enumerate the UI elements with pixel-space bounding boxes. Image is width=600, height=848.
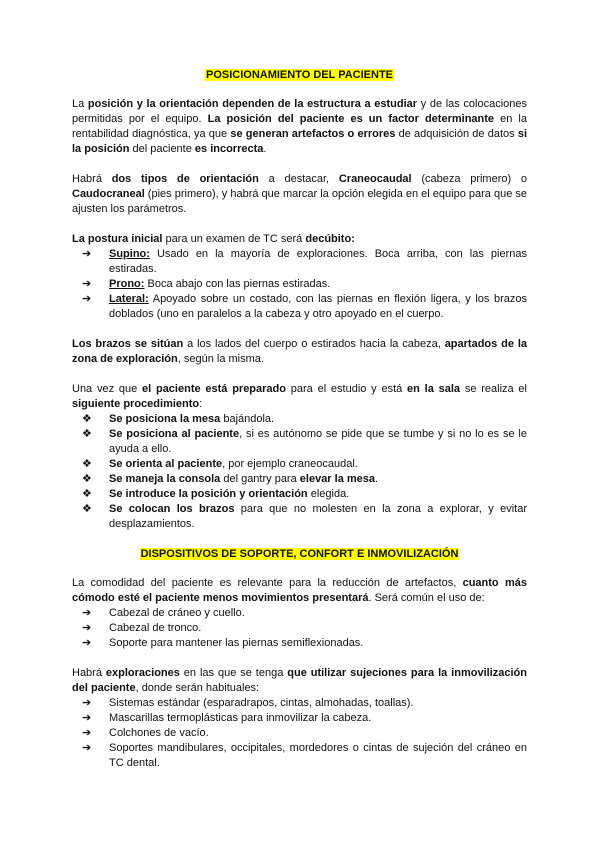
arrow-icon: ➔ [82, 637, 92, 649]
arrow-icon: ➔ [82, 607, 92, 619]
arrow-icon: ➔ [82, 712, 92, 724]
paragraph-immobilization: Habrá exploraciones en las que se tenga que utilizar sujeciones para la inmovilización del paciente, donde serán habituales: [72, 667, 527, 694]
list-item: ❖ Se posiciona al paciente, si es autónomo se pide que se tumbe y si no lo es se le ayuda a ello. [82, 428, 527, 455]
list-item: ➔ Cabezal de cráneo y cuello. [82, 607, 245, 619]
arrow-icon: ➔ [82, 293, 92, 305]
list-item: ❖ Se posiciona la mesa bajándola. [82, 413, 275, 425]
list-item: ➔ Sistemas estándar (esparadrapos, cintas, almohadas, toallas). [82, 697, 414, 709]
diamond-bullet-icon: ❖ [82, 458, 92, 470]
paragraph-procedure-intro: Una vez que el paciente está preparado para el estudio y está en la sala se realiza el siguiente procedimiento: [72, 383, 527, 410]
support-list [72, 606, 527, 651]
list-item: ❖ Se introduce la posición y orientación elegida. [82, 488, 350, 500]
list-item: ➔ Soportes mandibulares, occipitales, mordedores o cintas de sujeción del cráneo en TC dental. [82, 742, 527, 769]
list-item: ❖ Se colocan los brazos para que no molesten en la zona a explorar, y evitar desplazamientos. [82, 503, 527, 530]
list-item: ➔ Prono: Boca abajo con las piernas estiradas. [82, 278, 331, 290]
diamond-bullet-icon: ❖ [82, 503, 92, 515]
arrow-icon: ➔ [82, 742, 92, 754]
section-title-positioning: POSICIONAMIENTO DEL PACIENTE [205, 69, 394, 81]
diamond-bullet-icon: ❖ [82, 413, 92, 425]
paragraph-position-orientation: La posición y la orientación dependen de la estructura a estudiar y de las colocaciones permitidas por el equipo. La posición del paciente es un factor determinante en la rentabilidad diagnóstica, ya que se generan artefactos o errores de adquisición de datos si la posición del paciente es incorrecta. [72, 98, 528, 155]
arrow-icon: ➔ [82, 248, 92, 260]
list-item: ❖ Se maneja la consola del gantry para elevar la mesa. [82, 473, 379, 485]
paragraph-initial-posture: La postura inicial para un examen de TC será decúbito: [72, 233, 355, 245]
diamond-bullet-icon: ❖ [82, 428, 92, 440]
list-item: ➔ Soporte para mantener las piernas semiflexionadas. [82, 637, 364, 649]
document-page [72, 68, 527, 786]
procedure-list [72, 412, 527, 532]
list-item: ➔ Mascarillas termoplásticas para inmovilizar la cabeza. [82, 712, 372, 724]
arrow-icon: ➔ [82, 697, 92, 709]
arrow-icon: ➔ [82, 727, 92, 739]
list-item: ➔ Cabezal de tronco. [82, 622, 202, 634]
posture-list [72, 247, 527, 322]
paragraph-arms: Los brazos se sitúan a los lados del cuerpo o estirados hacia la cabeza, apartados de la zona de exploración, según la misma. [72, 338, 527, 365]
paragraph-orientation-types: Habrá dos tipos de orientación a destacar, Craneocaudal (cabeza primero) o Caudocraneal (pies primero), y habrá que marcar la opción elegida en el equipo para que se ajusten los parámetros. [72, 173, 527, 215]
list-item: ❖ Se orienta al paciente, por ejemplo craneocaudal. [82, 458, 358, 470]
restraint-list [72, 696, 527, 771]
diamond-bullet-icon: ❖ [82, 488, 92, 500]
list-item: ➔ Supino: Usado en la mayoría de exploraciones. Boca arriba, con las piernas estiradas. [82, 248, 527, 275]
paragraph-comfort: La comodidad del paciente es relevante para la reducción de artefactos, cuanto más cómodo esté el paciente menos movimientos presentará. Será común el uso de: [72, 577, 527, 604]
diamond-bullet-icon: ❖ [82, 473, 92, 485]
arrow-icon: ➔ [82, 278, 92, 290]
section-title-devices: DISPOSITIVOS DE SOPORTE, CONFORT E INMOVILIZACIÓN [140, 548, 459, 560]
list-item: ➔ Colchones de vacío. [82, 727, 209, 739]
list-item: ➔ Lateral: Apoyado sobre un costado, con las piernas en flexión ligera, y los brazos doblados (uno en paralelos a la cabeza y otro apoyado en el cuerpo. [82, 293, 527, 320]
arrow-icon: ➔ [82, 622, 92, 634]
